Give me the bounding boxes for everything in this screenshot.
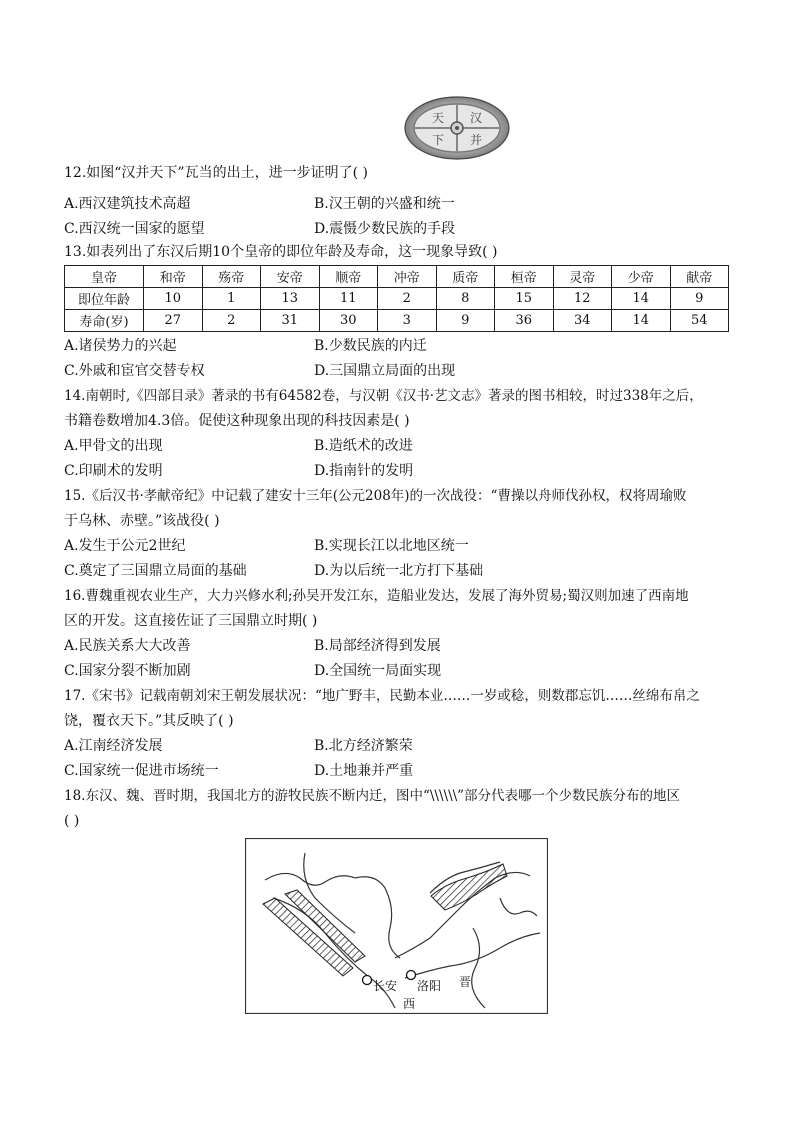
table-cell: 桓帝	[495, 266, 554, 288]
table-cell: 2	[378, 288, 437, 310]
table-cell: 即位年龄	[65, 288, 144, 310]
table-cell: 献帝	[670, 266, 729, 288]
q13-stem: 13.如表列出了东汉后期10个皇帝的即位年龄及寿命，这一现象导致( )	[64, 244, 498, 260]
table-row	[65, 310, 729, 332]
q13-option-b[interactable]: B.少数民族的内迁	[314, 338, 427, 354]
q12-stem: 12.如图“汉并天下”瓦当的出土，进一步证明了( )	[64, 165, 368, 181]
table-cell: 安帝	[261, 266, 320, 288]
table-cell: 12	[553, 288, 612, 310]
table-cell: 1	[202, 288, 261, 310]
q13-option-d[interactable]: D.三国鼎立局面的出现	[314, 363, 456, 379]
tile-char-1: 汉	[469, 111, 483, 125]
table-cell: 30	[319, 310, 378, 332]
table-cell: 质帝	[436, 266, 495, 288]
q12-option-b[interactable]: B.汉王朝的兴盛和统一	[314, 196, 455, 212]
table-cell: 8	[436, 288, 495, 310]
table-cell: 2	[202, 310, 261, 332]
q16-option-c[interactable]: C.国家分裂不断加剧	[64, 663, 191, 679]
table-cell: 顺帝	[319, 266, 378, 288]
wadang-tile-image	[404, 96, 510, 160]
table-header-row	[65, 266, 729, 288]
jin-label: 晋	[459, 975, 472, 989]
q16-option-d[interactable]: D.全国统一局面实现	[314, 663, 442, 679]
table-cell: 15	[495, 288, 554, 310]
luoyang-marker	[407, 971, 416, 980]
q17-option-b[interactable]: B.北方经济繁荣	[314, 738, 413, 754]
table-cell: 和帝	[144, 266, 203, 288]
q18-stem-line-1: 18.东汉、魏、晋时期，我国北方的游牧民族不断内迁，图中“\\\\\\”部分代表哪一个少数民族分布的地区	[64, 788, 681, 804]
q17-stem-line-1: 17.《宋书》记载南朝刘宋王朝发展状况：“地广野丰，民勤本业……一岁或稔，则数郡忘饥……丝绵布帛之	[64, 688, 700, 704]
tile-char-4: 下	[431, 133, 445, 147]
q14-option-c[interactable]: C.印刷术的发明	[64, 463, 163, 479]
changan-label: 长安	[373, 979, 398, 993]
q12-option-a[interactable]: A.西汉建筑技术高超	[64, 196, 191, 212]
table-cell: 皇帝	[65, 266, 144, 288]
q15-option-b[interactable]: B.实现长江以北地区统一	[314, 538, 469, 554]
table-cell: 灵帝	[553, 266, 612, 288]
table-cell: 少帝	[612, 266, 671, 288]
q15-option-c[interactable]: C.奠定了三国鼎立局面的基础	[64, 563, 247, 579]
q14-option-a[interactable]: A.甲骨文的出现	[64, 438, 163, 454]
table-cell: 36	[495, 310, 554, 332]
xi-label: 西	[403, 997, 416, 1011]
q17-option-a[interactable]: A.江南经济发展	[64, 738, 163, 754]
table-cell: 34	[553, 310, 612, 332]
q14-option-d[interactable]: D.指南针的发明	[314, 463, 414, 479]
q14-stem-line-2: 书籍卷数增加4.3倍。促使这种现象出现的科技因素是( )	[64, 413, 410, 429]
q17-option-d[interactable]: D.土地兼并严重	[314, 763, 414, 779]
q16-option-b[interactable]: B.局部经济得到发展	[314, 638, 441, 654]
northern-tribes-map	[245, 838, 548, 1014]
table-cell: 9	[670, 288, 729, 310]
table-cell: 11	[319, 288, 378, 310]
q15-stem-line-2: 于乌林、赤壁。”该战役( )	[64, 513, 220, 529]
q13-option-c[interactable]: C.外戚和宦官交替专权	[64, 363, 205, 379]
q14-stem-line-1: 14.南朝时,《四部目录》著录的书有64582卷，与汉朝《汉书·艺文志》著录的图书相较，时过338年之后，	[64, 388, 703, 404]
table-cell: 31	[261, 310, 320, 332]
q17-stem-line-2: 饶，覆衣天下。”其反映了( )	[64, 713, 234, 729]
table-row	[65, 288, 729, 310]
tile-char-3: 天	[431, 111, 445, 125]
table-cell: 冲帝	[378, 266, 437, 288]
table-cell: 27	[144, 310, 203, 332]
q13-option-a[interactable]: A.诸侯势力的兴起	[64, 338, 177, 354]
q16-stem-line-1: 16.曹魏重视农业生产，大力兴修水利;孙吴开发江东，造船业发达，发展了海外贸易;蜀汉则加速了西南地	[64, 588, 689, 604]
table-cell: 14	[612, 288, 671, 310]
q12-option-c[interactable]: C.西汉统一国家的愿望	[64, 221, 205, 237]
tile-char-2: 并	[469, 133, 483, 147]
table-cell: 3	[378, 310, 437, 332]
emperor-table	[64, 265, 729, 332]
q18-stem-line-2: ( )	[64, 813, 80, 829]
q12-option-d[interactable]: D.震慑少数民族的手段	[314, 221, 456, 237]
q15-stem-line-1: 15.《后汉书·孝献帝纪》中记载了建安十三年(公元208年)的一次战役：“曹操以舟师伐孙权，权将周瑜败	[64, 488, 687, 504]
table-cell: 13	[261, 288, 320, 310]
table-cell: 14	[612, 310, 671, 332]
q16-option-a[interactable]: A.民族关系大大改善	[64, 638, 191, 654]
q14-option-b[interactable]: B.造纸术的改进	[314, 438, 413, 454]
table-cell: 9	[436, 310, 495, 332]
table-cell: 54	[670, 310, 729, 332]
q16-stem-line-2: 区的开发。这直接佐证了三国鼎立时期( )	[64, 613, 318, 629]
q15-option-d[interactable]: D.为以后统一北方打下基础	[314, 563, 484, 579]
q15-option-a[interactable]: A.发生于公元2世纪	[64, 538, 186, 554]
table-cell: 殇帝	[202, 266, 261, 288]
changan-marker	[363, 976, 372, 985]
table-cell: 10	[144, 288, 203, 310]
luoyang-label: 洛阳	[417, 979, 442, 993]
table-cell: 寿命(岁)	[65, 310, 144, 332]
q17-option-c[interactable]: C.国家统一促进市场统一	[64, 763, 219, 779]
